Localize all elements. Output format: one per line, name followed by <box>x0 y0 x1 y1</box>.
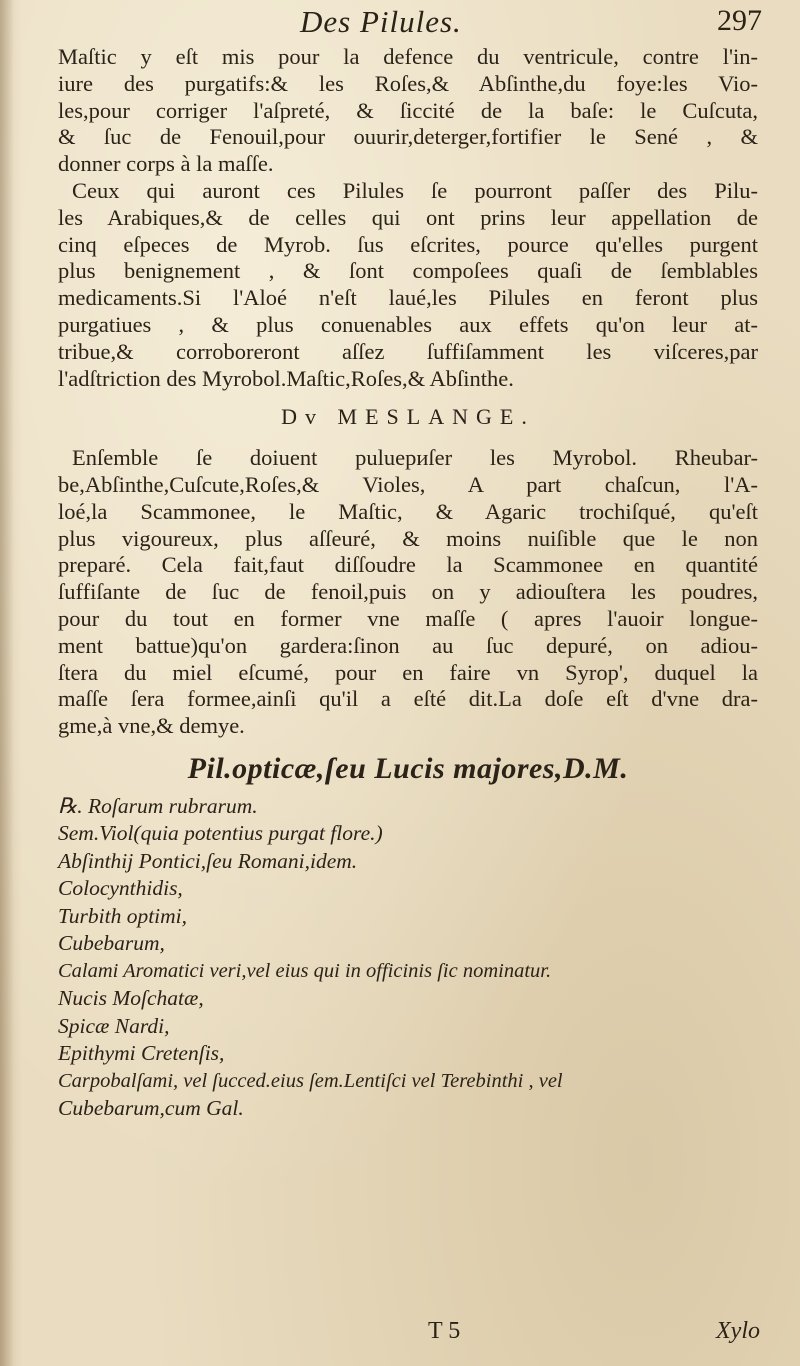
text-line: plus vigoureux, plus aſſeuré, & moins nuiſible que le non <box>58 525 758 551</box>
recipe-line: ℞. Roſarum rubrarum. <box>58 793 258 818</box>
recipe-line: Carpobalſami, vel ſucced.eius ſem.Lentiſci vel Terebinthi , vel <box>58 1069 563 1092</box>
text-line: ſuffiſante de ſuc de fenoil,puis on y adiouſtera les poudres, <box>58 579 758 605</box>
running-head-title: Des Pilules. <box>300 4 462 39</box>
text-line: ment battue)qu'on gardera:ſinon au ſuc depuré, on adiou- <box>58 632 758 658</box>
recipe-title: Pil.opticæ,ſeu Lucis majores,D.M. <box>187 751 629 785</box>
text-line: l'adſtriction des Myrobol.Maſtic,Roſes,& Abſinthe. <box>58 365 514 391</box>
paragraph-1 <box>58 44 758 178</box>
text-line: plus benignement , & ſont compoſees quaſi de ſemblables <box>58 258 758 284</box>
recipe-line: Colocynthidis, <box>58 876 183 901</box>
text-line: donner corps à la maſſe. <box>58 151 274 177</box>
text-line: Maſtic y eſt mis pour la defence du ventricule, contre l'in- <box>58 44 758 69</box>
text-line: ſtera du miel eſcumé, pour en faire vn Syrop', duquel la <box>58 659 758 685</box>
text-line: cinq eſpeces de Myrob. ſus eſcrites, pource qu'elles purgent <box>58 231 758 257</box>
text-line: pour du tout en former vne maſſe ( apres l'auoir longue- <box>58 605 758 631</box>
recipe-line: Turbith optimi, <box>58 903 188 928</box>
paragraph-2 <box>58 178 758 392</box>
body-text <box>58 44 758 1123</box>
text-line: les Arabiques,& de celles qui ont prins leur appellation de <box>58 204 758 230</box>
recipe-line: Nucis Moſchatæ, <box>58 986 204 1011</box>
text-line: loé,la Scammonee, le Maſtic, & Agaric trochiſqué, qu'eſt <box>58 498 758 524</box>
text-line: medicaments.Si l'Aloé n'eſt laué,les Pilules en feront plus <box>58 285 758 311</box>
text-line: gme,à vne,& demye. <box>58 713 245 739</box>
section-heading: Dv MESLANGE. <box>281 404 535 430</box>
recipe-line: Abſinthij Pontici,ſeu Romani,idem. <box>58 848 358 873</box>
recipe-list <box>58 793 758 1123</box>
recipe-line: Calami Aromatici veri,vel eius qui in officinis ſic nominatur. <box>58 959 552 982</box>
catchword: Xylo <box>716 1318 760 1344</box>
signature-mark: T 5 <box>428 1318 461 1344</box>
recipe-line: Epithymi Cretenſis, <box>58 1041 225 1066</box>
text-line: Enſemble ſe doiuent puluериſer les Myrobol. Rheubar- <box>72 445 758 471</box>
page-edge-shadow <box>0 0 14 1366</box>
paragraph-3 <box>58 445 758 740</box>
text-line: iure des purgatifs:& les Roſes,& Abſinthe,du foye:les Vio- <box>58 70 758 96</box>
page-number: 297 <box>717 4 762 37</box>
text-line: be,Abſinthe,Cuſcute,Roſes,& Violes, A part chaſcun, l'A- <box>58 471 758 497</box>
recipe-line: Spicæ Nardi, <box>58 1013 170 1038</box>
text-line: maſſe ſera formee,ainſi qu'il a eſté dit.La doſe eſt d'vne dra- <box>58 686 758 712</box>
footer-catchword <box>0 1318 800 1358</box>
text-line: Ceux qui auront ces Pilules ſe pourront paſſer des Pilu- <box>72 177 758 203</box>
text-line: les,pour corriger l'aſpreté, & ſiccité de la baſe: le Cuſcuta, <box>58 97 758 123</box>
running-head <box>0 4 800 44</box>
recipe-line: Sem.Viol(quia potentius purgat flore.) <box>58 821 383 846</box>
text-line: tribue,& corroboreront aſſez ſuffiſamment les viſceres,par <box>58 338 758 364</box>
text-line: preparé. Cela fait,faut diſſoudre la Scammonee en quantité <box>58 552 758 578</box>
text-line: purgatiues , & plus conuenables aux effets qu'on leur at- <box>58 311 758 337</box>
text-line: & ſuc de Fenouil,pour ouurir,deterger,fortifier le Sené , & <box>58 124 758 150</box>
recipe-line: Cubebarum, <box>58 931 165 956</box>
recipe-line: Cubebarum,cum Gal. <box>58 1096 244 1121</box>
